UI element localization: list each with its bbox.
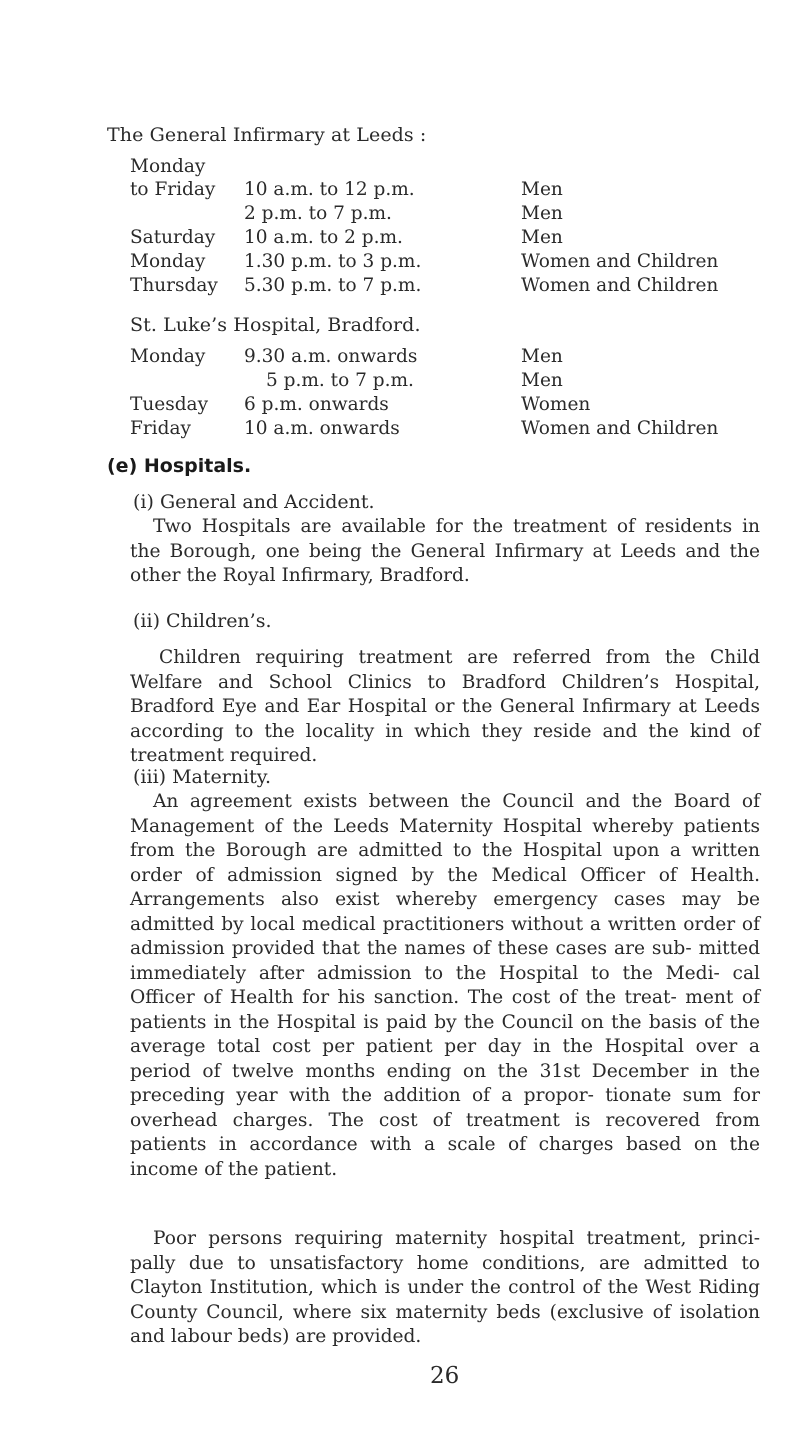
page-number: 26	[430, 1363, 460, 1389]
schedule-row	[0, 202, 800, 226]
schedule-row	[0, 274, 800, 298]
schedule-group: Men	[521, 179, 563, 200]
paragraph-maternity-2: Poor persons requiring maternity hospital treatment, princi- pally due to unsatisfactory home conditions, are admitted to Clayton Institution, which is under the control of the West Riding County Council, where six maternity beds (exclusive of isolation and labour beds) are provided.	[130, 1228, 760, 1347]
schedule-time: 1.30 p.m. to 3 p.m.	[244, 251, 422, 272]
schedule-time: 5 p.m. to 7 p.m.	[266, 370, 414, 391]
leeds-title: The General Infirmary at Leeds :	[107, 124, 427, 146]
schedule-row	[0, 178, 800, 202]
schedule-row	[0, 155, 800, 179]
subsection-title-maternity: (iii) Maternity.	[133, 766, 272, 788]
schedule-time: 10 a.m. to 2 p.m.	[244, 227, 403, 248]
schedule-time: 10 a.m. onwards	[244, 418, 400, 439]
schedule-time: 2 p.m. to 7 p.m.	[244, 203, 392, 224]
schedule-day: Friday	[130, 418, 191, 439]
schedule-group: Women and Children	[521, 418, 719, 439]
schedule-row	[0, 393, 800, 417]
schedule-group: Women	[521, 394, 591, 415]
schedule-row	[0, 369, 800, 393]
schedule-group: Men	[521, 370, 563, 391]
schedule-day: Monday	[130, 156, 206, 177]
schedule-group: Women and Children	[521, 275, 719, 296]
schedule-time: 5.30 p.m. to 7 p.m.	[244, 275, 422, 296]
schedule-group: Men	[521, 346, 563, 367]
schedule-row	[0, 226, 800, 250]
bradford-title: St. Luke’s Hospital, Bradford.	[130, 314, 421, 336]
schedule-day: Tuesday	[130, 394, 209, 415]
schedule-time: 6 p.m. onwards	[244, 394, 389, 415]
schedule-row	[0, 417, 800, 441]
schedule-day: Monday	[130, 251, 206, 272]
schedule-row	[0, 345, 800, 369]
section-heading: (e) Hospitals.	[107, 455, 252, 477]
schedule-day: Saturday	[130, 227, 216, 248]
schedule-time: 9.30 a.m. onwards	[244, 346, 418, 367]
schedule-group: Women and Children	[521, 251, 719, 272]
schedule-day: Monday	[130, 346, 206, 367]
paragraph-general: Two Hospitals are available for the treatment of residents in the Borough, one being the General Infirmary at Leeds and the other the Royal Infirmary, Bradford.	[130, 516, 760, 586]
schedule-group: Men	[521, 227, 563, 248]
schedule-day: Thursday	[130, 275, 218, 296]
schedule-row	[0, 250, 800, 274]
paragraph-maternity-1: An agreement exists between the Council and the Board of Management of the Leeds Maternity Hospital whereby patients from the Borough are admitted to the Hospital upon a written order of admission signed by the Medical Officer of Health. Arrangements also exist whereby emergency cases may be admitted by local medical practitioners without a written order of admission provided that the names of these cases are sub- mitted immediately after admission to the Hospital to the Medi- cal Officer of Health for his sanction. The cost of the treat- ment of patients in the Hospital is paid by the Council on the basis of the average total cost per patient per day in the Hospital over a period of twelve months ending on the 31st December in the preceding year with the addition of a propor- tionate sum for overhead charges. The cost of treatment is recovered from patients in accordance with a scale of charges based on the income of the patient.	[130, 791, 760, 1180]
schedule-time: 10 a.m. to 12 p.m.	[244, 179, 415, 200]
paragraph-children: Children requiring treatment are referred from the Child Welfare and School Clinics to Bradford Children’s Hospital, Bradford Eye and Ear Hospital or the General Infirmary at Leeds according to the locality in which they reside and the kind of treatment required.	[130, 647, 760, 766]
schedule-day: to Friday	[130, 179, 216, 200]
schedule-group: Men	[521, 203, 563, 224]
subsection-title-general: (i) General and Accident.	[133, 491, 375, 513]
subsection-title-children: (ii) Children’s.	[133, 610, 272, 632]
